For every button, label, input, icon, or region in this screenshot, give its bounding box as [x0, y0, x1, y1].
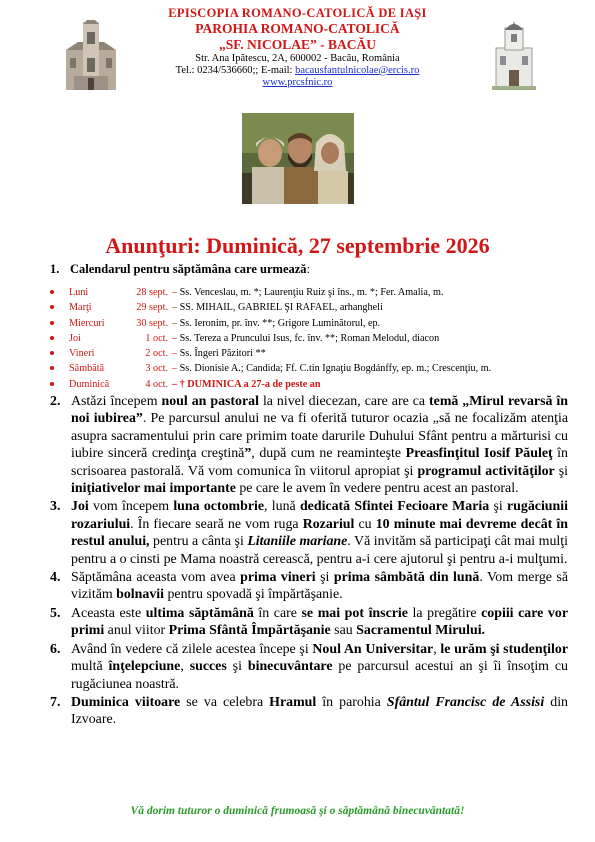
calendar-row: [50, 300, 570, 315]
calendar-day: Marţi: [69, 302, 92, 314]
announcement-text: se mai pot înscrie: [301, 605, 408, 621]
announcement-text: multă: [71, 659, 109, 675]
calendar-day: Joi: [69, 332, 81, 344]
biblical-scene-photo: [242, 113, 354, 204]
church-right-icon: [492, 22, 536, 90]
announcement-text: şi: [554, 463, 568, 479]
item-number: 6.: [50, 641, 61, 657]
announcement-text: anul viitor: [104, 623, 169, 639]
calendar-row: [50, 331, 570, 346]
parish-name: PAROHIA ROMANO-CATOLICĂ: [195, 20, 400, 36]
parish-patron: „SF. NICOLAE” - BACĂU: [218, 36, 377, 52]
calendar-heading-text: Calendarul pentru săptămâna care urmează: [70, 262, 307, 276]
diocese-name: EPISCOPIA ROMANO-CATOLICĂ DE IAŞI: [168, 6, 427, 20]
calendar-heading: [50, 262, 310, 277]
announcement-item: [50, 641, 568, 693]
calendar-row: [50, 346, 570, 361]
announcement-item: [50, 605, 568, 640]
calendar-desc: – Ss. Ieronim, pr. înv. **; Grigore Luminătorul, ep.: [172, 317, 381, 329]
calendar-desc: – Ss. Tereza a Pruncului Isus, fc. înv. **; Roman Melodul, diacon: [172, 332, 440, 344]
bullet-icon: [50, 366, 54, 370]
announcement-text: . Vom merge să vizităm: [71, 570, 569, 603]
item-number: 4.: [50, 570, 61, 586]
parish-address: Str. Ana Ipătescu, 2A, 600002 - Bacău, România: [195, 52, 400, 64]
announcement-text: Noul An Universitar: [312, 641, 434, 657]
announcement-text: Aceasta este: [71, 605, 146, 621]
calendar-date: 30 sept.: [136, 317, 168, 329]
bullet-icon: [50, 321, 54, 325]
page-title: Anunţuri: Duminică, 27 septembrie 2026: [105, 233, 490, 258]
announcement-text: 10 minute mai devreme decât în restul anului,: [71, 516, 568, 550]
item-number: 3.: [50, 499, 61, 515]
announcement-text: programul activităţilor: [417, 463, 555, 479]
email-link[interactable]: bacausfantulnicolae@ercis.ro: [295, 64, 420, 76]
announcement-item: [50, 694, 568, 729]
announcement-text: ,: [433, 641, 441, 657]
announcement-text: , după cum ne reaminteşte: [251, 446, 406, 462]
calendar-desc: – SS. MIHAIL, GABRIEL ŞI RAFAEL, arhangheli: [172, 302, 383, 314]
announcement-text: în parohia: [316, 694, 387, 710]
item-number: 7.: [50, 694, 61, 710]
announcement-text: prima vineri: [240, 570, 316, 586]
announcement-text: ultima săptămână: [145, 605, 254, 621]
closing-greeting: Vă dorim tuturor o duminică frumoasă şi o săptămână binecuvântată!: [130, 805, 465, 817]
announcement-text: . Vă invităm să participaţi cât mai mulţi pentru a o cinsti pe Mama noastră cerească, pentru a-i cere ajutorul şi pentru a-i mulţumi.: [71, 534, 568, 567]
announcement-text: din Izvoare.: [71, 694, 568, 728]
bullet-icon: [50, 351, 54, 355]
announcement-text: luna octombrie: [173, 499, 265, 515]
announcement-text: Având în vedere că zilele acestea începe şi: [71, 641, 313, 657]
announcement-item: [50, 498, 568, 568]
announcement-text: în care: [253, 605, 302, 621]
announcement-list: [50, 393, 568, 730]
item-number: 2.: [50, 394, 61, 409]
calendar-row: [50, 316, 570, 331]
announcement-text: Săptămâna aceasta vom avea: [71, 570, 241, 586]
calendar-row: [50, 285, 570, 300]
announcement-text: Duminica viitoare: [71, 694, 181, 710]
announcement-text: binecuvântare: [247, 659, 333, 675]
calendar-desc: – Ss. Îngeri Păzitori **: [172, 348, 266, 360]
calendar-day: Sâmbătă: [69, 363, 105, 375]
website-link[interactable]: www.prcsfnic.ro: [262, 77, 333, 89]
calendar-desc: – Ss. Dionisie A.; Candida; Ff. C.tin Ignaţiu Bogdánffy, ep. m.; Crescenţiu, m.: [172, 363, 492, 375]
calendar-date: 2 oct.: [145, 348, 168, 360]
phone-text: Tel.: 0234/536660;; E-mail:: [175, 64, 296, 76]
announcement-text: Preasfinţitul Iosif Păuleţ: [405, 446, 553, 462]
announcement-text: înţelepciune: [108, 659, 181, 675]
announcement-text: la nivel diecezan, care are ca: [258, 394, 430, 409]
announcement-text: în scrisoarea pastorală. Vă vom comunica în viitorul apropiat şi: [71, 446, 568, 479]
announcement-item: [50, 569, 568, 604]
announcement-text: sau: [330, 623, 357, 639]
bullet-icon: [50, 382, 54, 386]
announcement-text: şi: [226, 659, 248, 675]
item-number: 5.: [50, 605, 61, 621]
announcement-item: [50, 393, 568, 497]
announcement-text: copiii care vor primi: [71, 605, 568, 639]
announcement-text: se va celebra: [180, 694, 270, 710]
announcement-text: , lună: [264, 499, 300, 515]
announcement-text: cu: [354, 516, 376, 532]
calendar-row: [50, 361, 570, 376]
calendar-date: 4 oct.: [145, 378, 168, 390]
announcement-text: pe care le avem în vedere pentru acest an pastoral.: [235, 481, 519, 497]
bullet-icon: [50, 290, 54, 294]
announcement-text: Hramul: [269, 694, 317, 710]
announcement-text: Sacramentul Mirului.: [356, 623, 486, 639]
announcement-text: ”: [244, 446, 252, 462]
announcement-text: prima sâmbătă din lună: [333, 570, 480, 586]
calendar-date: 1 oct.: [145, 332, 168, 344]
announcement-text: pentru spovadă şi împărtăşanie.: [164, 587, 343, 603]
announcement-text: Prima Sfântă Împărtăşanie: [168, 623, 331, 639]
announcement-text: succes: [189, 659, 227, 675]
calendar-desc: – † DUMINICA a 27-a de peste an: [172, 378, 321, 390]
announcement-text: noul an pastoral: [161, 394, 259, 409]
calendar-day: Vineri: [69, 348, 95, 360]
calendar-date: 28 sept.: [136, 287, 168, 298]
announcement-text: iniţiativelor mai importante: [71, 481, 236, 497]
announcement-text: şi: [489, 499, 507, 515]
announcement-text: şi: [315, 570, 334, 586]
announcement-text: Litaniile mariane: [247, 534, 348, 550]
announcement-text: Sfântul Francisc de Assisi: [386, 694, 545, 710]
calendar-desc: – Ss. Venceslau, m. *; Laurenţiu Ruiz şi îns., m. *; Fer. Amalia, m.: [172, 287, 444, 298]
weekly-calendar: [50, 285, 570, 392]
announcement-text: Joi: [71, 499, 89, 515]
announcement-text: vom începem: [88, 499, 174, 515]
announcement-text: le urăm şi studenţilor: [440, 641, 568, 657]
calendar-day: Miercuri: [69, 317, 105, 329]
announcement-text: bolnavii: [116, 587, 165, 603]
bullet-icon: [50, 336, 54, 340]
bullet-icon: [50, 305, 54, 309]
calendar-day: Duminică: [69, 378, 110, 390]
announcement-text: temă „Mirul revarsă în noi iubirea”: [71, 394, 568, 427]
announcement-text: . Pe parcursul anului ne va fi oferită tuturor ocazia „să ne focalizăm atenţia asupra sacramentului prin care primim toate darurile Duhului Sfânt pentru a mărturisi cu iubire sinceră credinţa creştină: [71, 411, 568, 462]
calendar-day: Luni: [69, 287, 89, 298]
announcement-text: dedicată Sfintei Fecioare Maria: [299, 499, 490, 515]
calendar-row-sunday: [50, 377, 570, 392]
church-left-icon: [66, 20, 116, 90]
calendar-date: 29 sept.: [136, 302, 168, 314]
announcement-text: Astăzi începem: [71, 394, 162, 409]
calendar-date: 3 oct.: [145, 363, 168, 375]
announcement-text: . În fiecare seară ne vom ruga: [130, 516, 303, 532]
item-number: 1.: [50, 262, 60, 276]
announcement-text: la pregătire: [407, 605, 482, 621]
announcement-text: Rozariul: [302, 516, 355, 532]
calendar-heading-colon: :: [306, 262, 311, 276]
announcement-text: pe parcursul acestui an şi îi însoţim cu rugăciunea noastră.: [71, 659, 569, 692]
announcement-text: rugăciunii rozariului: [71, 499, 568, 532]
announcement-text: ,: [180, 659, 190, 675]
announcement-text: pentru a cânta şi: [149, 534, 248, 550]
